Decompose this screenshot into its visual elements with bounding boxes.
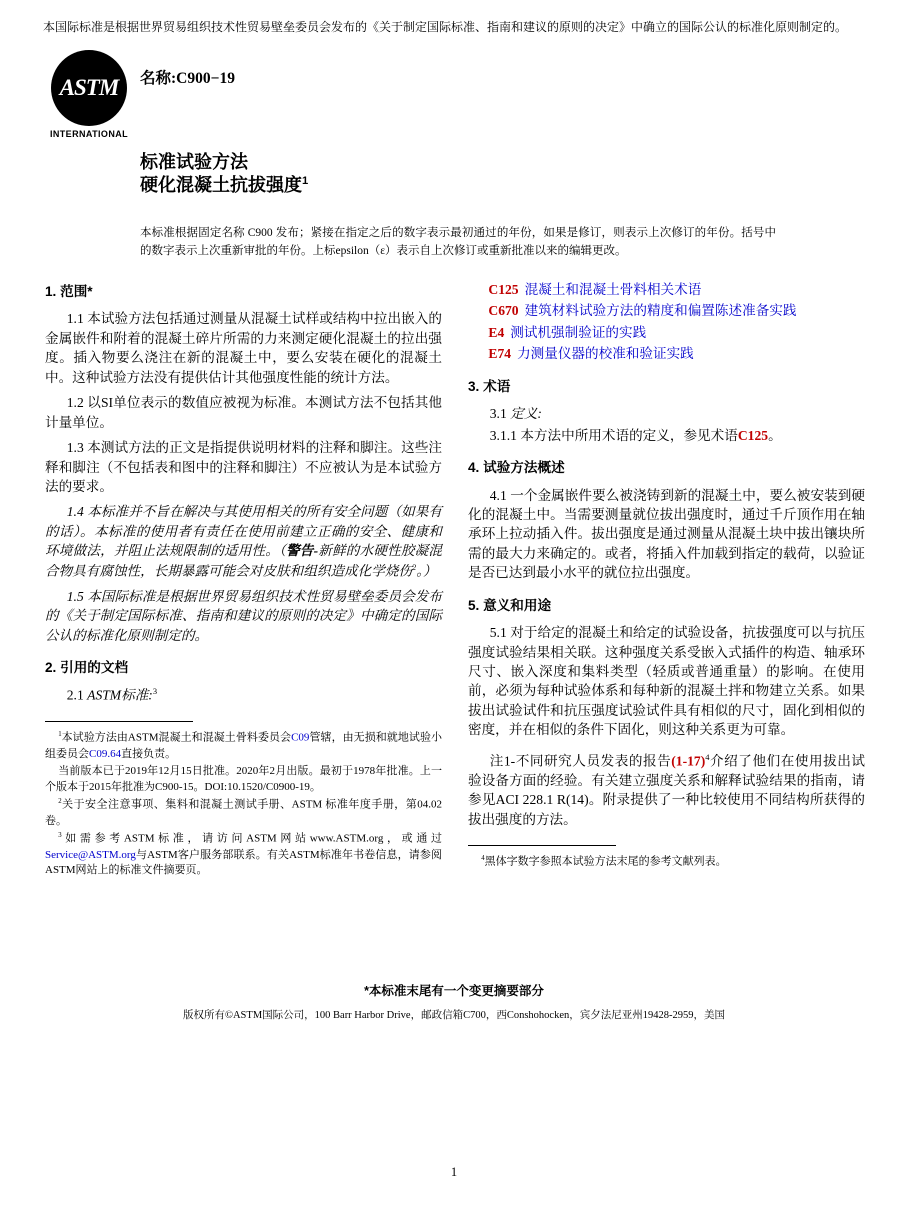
top-disclaimer: 本国际标准是根据世界贸易组织技术性贸易壁垒委员会发布的《关于制定国际标准、指南和建议的原则的决定》中确立的国际公认的标准化原则制定的。	[43, 20, 848, 34]
paragraph-1-3: 1.3 本测试方法的正文是指提供说明材料的注释和脚注。这些注释和脚注（不包括表和图中的注释和脚注）不应被认为是本试验方法的要求。	[45, 440, 442, 494]
section-2-heading: 2. 引用的文档	[45, 659, 129, 675]
note-1-text: 注1-不同研究人员发表的报告	[489, 753, 672, 769]
referenced-standards-list	[468, 280, 865, 364]
section-4-heading: 4. 试验方法概述	[468, 460, 565, 476]
change-summary-note: *本标准末尾有一个变更摘要部分	[364, 984, 544, 998]
paragraph-3-1-text: 定义:	[510, 406, 542, 422]
link-service-email[interactable]: Service@ASTM.org	[45, 848, 136, 861]
footnote-separator-left	[45, 721, 193, 722]
section-3-heading: 3. 术语	[468, 378, 511, 394]
footnote-4-text: 黑体字数字参照本试验方法末尾的参考文献列表。	[484, 855, 727, 868]
ref-item-c125	[488, 280, 865, 299]
paragraph-3-1	[468, 404, 865, 423]
link-c125-inline[interactable]: C125	[737, 427, 769, 443]
paragraph-1-4-text: 1.4 本标准并不旨在解决与其使用相关的所有安全问题（如果有的话）。本标准的使用者有责任在使用前建立正确的安全、健康和环境做法，并阻止法规限制的适用性。（	[45, 504, 442, 559]
footnote-4-marker-bottom: 4	[481, 855, 485, 863]
ref-item-e4	[488, 323, 865, 342]
note-1	[468, 751, 865, 829]
footnote-1-text: 本试验方法由ASTM混凝土和混凝土骨料委员会	[61, 732, 292, 745]
ref-link-e74[interactable]: E74	[488, 346, 512, 362]
title-footnote-marker: 1	[302, 175, 309, 188]
document-title	[140, 151, 308, 198]
footnotes-left	[45, 730, 442, 878]
astm-logo-text: ASTM	[59, 75, 119, 100]
body-columns	[45, 280, 865, 881]
section-5-heading: 5. 意义和用途	[468, 597, 552, 613]
paragraph-2-1-number: 2.1	[66, 687, 88, 703]
footnote-1-text-2: 管辖，由无损和就地试验小组委员会	[45, 732, 442, 760]
title-line-2-text: 硬化混凝土抗拔强度	[140, 175, 302, 196]
ref-item-c670	[488, 301, 865, 320]
paragraph-3-1-1-text-2: 。	[768, 427, 782, 443]
footnote-3-marker: 3	[152, 686, 158, 697]
footnote-3-marker-bottom: 3	[58, 832, 62, 840]
astm-logo	[44, 50, 134, 139]
designation: 名称:C900−19	[140, 70, 235, 87]
footnote-1-marker: 1	[58, 731, 62, 739]
paragraph-3-1-1-text: 3.1.1 本方法中所用术语的定义，参见术语	[489, 427, 738, 443]
ref-title-e74[interactable]: 力测量仪器的校准和验证实践	[517, 346, 694, 362]
paragraph-2-1-text: ASTM标准:	[87, 687, 153, 703]
footnote-3	[45, 831, 442, 878]
footnote-2-marker: 2	[412, 561, 417, 572]
astm-logo-subtext: INTERNATIONAL	[49, 129, 129, 139]
warning-label: 警告-	[286, 543, 319, 559]
left-column	[45, 280, 442, 881]
link-c09[interactable]: C09	[291, 732, 310, 745]
title-line-1: 标准试验方法	[140, 152, 248, 172]
warning-close: 。）	[416, 563, 437, 579]
paragraph-2-1	[45, 685, 442, 705]
footnotes-right	[468, 854, 865, 870]
footnote-1-text-3: 直接负责。	[121, 747, 177, 760]
copyright-line: 版权所有©ASTM国际公司，100 Barr Harbor Drive，邮政信箱C700，西Conshohocken，宾夕法尼亚州19428-2959，美国	[183, 1010, 725, 1021]
footnote-4	[468, 854, 865, 870]
footnote-2-marker-bottom: 2	[58, 798, 62, 806]
ref-link-c670[interactable]: C670	[488, 303, 519, 319]
paragraph-3-1-1	[468, 426, 865, 445]
footnote-1	[45, 730, 442, 762]
ref-item-e74	[488, 344, 865, 363]
paragraph-1-1: 1.1 本试验方法包括通过测量从混凝土试样或结构中拉出嵌入的金属嵌件和附着的混凝土碎片所需的力来测定硬化混凝土的拉出强度。插入物要么浇注在新的混凝土中，要么安装在硬化的混凝土中。这种试验方法没有提供估计其他强度性能的统计方法。	[45, 311, 442, 385]
note-1-text-2: 介绍了他们在使用拔出试验设备方面的经验。有关建立强度关系和解释试验结果的指南，请参见ACI 228.1 R(14)。附录提供了一种比较使用不同结构所获得的拔出强度的方法。	[468, 753, 866, 827]
ref-link-c125[interactable]: C125	[488, 282, 519, 297]
page-number: 1	[450, 1165, 458, 1179]
footnote-4-marker: 4	[705, 751, 710, 762]
section-1-heading: 1. 范围*	[45, 284, 93, 299]
link-c09-64[interactable]: C09.64	[89, 747, 122, 760]
paragraph-3-1-number: 3.1	[489, 406, 511, 422]
footnote-2	[45, 797, 442, 829]
paragraph-5-1: 5.1 对于给定的混凝土和给定的试验设备，抗拔强度可以与抗压强度试验结果相关联。这种强度关系受嵌入式插件的构造、轴承环尺寸、嵌入深度和集料类型（轻质或普通重量）的影响。在使用前，必须为每种试验体系和每种新的混凝土拌和物建立关系。如果拔出试验试件和抗压强度试验试件具有相似的尺寸，固化到相似的密度，并在相似的条件下固化，则这种关系更为可靠。	[468, 625, 865, 738]
warning-text: 新鲜的水硬性胶凝混合物具有腐蚀性，长期暴露可能会对皮肤和组织造成化学烧伤	[45, 543, 443, 579]
footnote-1-continuation: 当前版本已于2019年12月15日批准。2020年2月出版。最初于1978年批准。上一个版本于2015年批准为C900-15。DOI:10.1520/C0900-19。	[45, 765, 442, 793]
right-column	[468, 280, 865, 881]
title-line-2	[140, 174, 308, 197]
footnote-separator-right	[468, 845, 616, 846]
footnote-2-text: 关于安全注意事项、集料和混凝土测试手册、ASTM 标准年度手册，第04.02卷。	[45, 799, 442, 827]
ref-link-e4[interactable]: E4	[488, 324, 505, 340]
link-references-1-17[interactable]: (1-17)	[671, 753, 706, 769]
ref-title-c125[interactable]: 混凝土和混凝土骨料相关术语	[524, 282, 702, 297]
ref-title-c670[interactable]: 建筑材料试验方法的精度和偏置陈述准备实践	[524, 303, 797, 319]
paragraph-1-5: 1.5 本国际标准是根据世界贸易组织技术性贸易壁垒委员会发布的《关于制定国际标准、指南和建议的原则的决定》中确定的国际公认的标准化原则制定的。	[45, 588, 442, 643]
astm-logo-icon	[51, 50, 127, 126]
ref-title-e4[interactable]: 测试机强制验证的实践	[510, 324, 647, 340]
paragraph-4-1: 4.1 一个金属嵌件要么被浇铸到新的混凝土中，要么被安装到硬化的混凝土中。当需要测量就位拔出强度时，通过千斤顶作用在轴承环上拉动插入件。拔出强度是通过测量从混凝土块中拔出镶块所需的最大力来确定的。或者，将插入件加载到指定的载荷，以验证是否已达到最小水平的就位拉出强度。	[468, 487, 865, 581]
footnote-3-text: 如需参考ASTM标准，请访问ASTM网站www.ASTM.org，或通过	[61, 833, 442, 845]
footnote-3-text-2: 与ASTM客户服务部联系。有关ASTM标准年书卷信息，请参阅ASTM网站上的标准文件摘要页。	[45, 848, 442, 877]
paragraph-1-4	[45, 502, 442, 580]
paragraph-1-2: 1.2 以SI单位表示的数值应被视为标准。本测试方法不包括其他计量单位。	[45, 395, 442, 430]
issue-note: 本标准根据固定名称 C900 发布；紧接在指定之后的数字表示最初通过的年份，如果是修订，则表示上次修订的年份。括号中的数字表示上次重新审批的年份。上标epsilon（ε）表示自上次修订或重新批准以来的编辑更改。	[140, 227, 776, 257]
